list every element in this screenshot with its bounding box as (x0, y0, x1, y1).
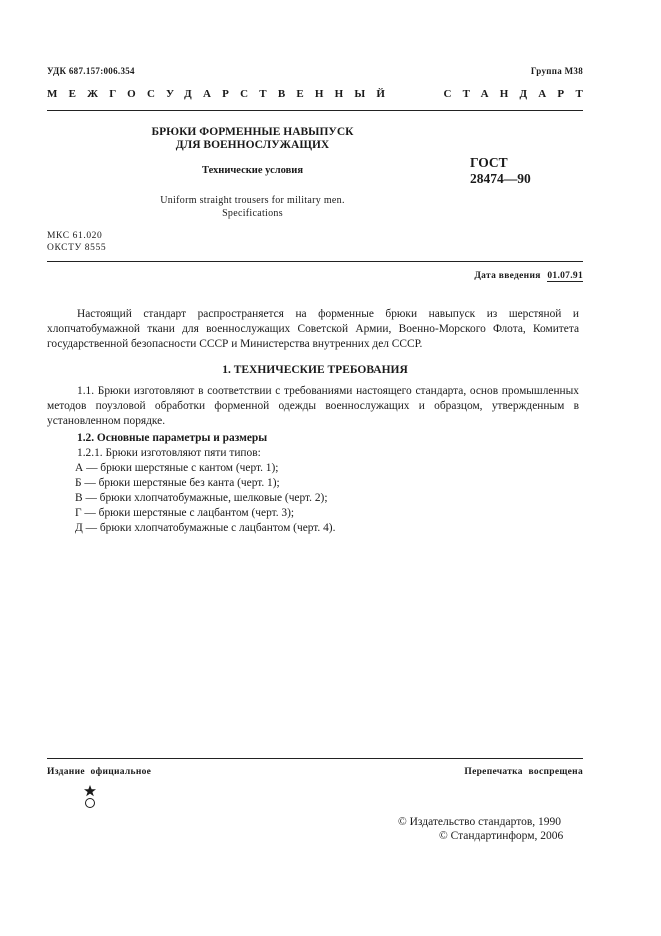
paragraph-1-2-1: 1.2.1. Брюки изготовляют пяти типов: (77, 447, 261, 459)
copyright-line-1: © Издательство стандартов, 1990 (398, 816, 562, 828)
gost-designation (470, 155, 531, 187)
title-line-2: ДЛЯ ВОЕННОСЛУЖАЩИХ (175, 139, 330, 151)
document-title (130, 126, 375, 152)
gost-number: 28474—90 (470, 171, 531, 186)
paragraph-1-2-heading: 1.2. Основные параметры и размеры (77, 432, 268, 444)
header-rule (47, 110, 583, 111)
introduction-date (474, 271, 583, 281)
okstu-code: ОКСТУ 8555 (47, 243, 107, 253)
list-item: В — брюки хлопчатобумажные, шелковые (черт. 2); (75, 492, 328, 504)
list-item: Г — брюки шерстяные с лацбантом (черт. 3); (75, 507, 295, 519)
section-1-heading: 1. ТЕХНИЧЕСКИЕ ТРЕБОВАНИЯ (222, 364, 408, 376)
gost-label: ГОСТ (470, 155, 508, 170)
english-title (120, 194, 385, 220)
list-item: А — брюки шерстяные с кантом (черт. 1); (75, 462, 279, 474)
udk-code: УДК 687.157:006.354 (47, 66, 135, 76)
banner-word-1: МЕЖГОСУДАРСТВЕННЫЙ (47, 88, 397, 100)
list-item: Б — брюки шерстяные без канта (черт. 1); (75, 477, 280, 489)
intro-date-label: Дата введения (474, 271, 541, 281)
footer-rule (47, 758, 583, 759)
english-title-line-2: Specifications (222, 208, 283, 219)
reprint-prohibited: Перепечатка воспрещена (464, 767, 583, 777)
copyright-block (398, 816, 563, 843)
list-item: Д — брюки хлопчатобумажные с лацбантом (черт. 4). (75, 522, 336, 534)
standard-banner (47, 88, 594, 100)
copyright-line-2: © Стандартинформ, 2006 (439, 829, 564, 842)
mks-code: МКС 61.020 (47, 231, 103, 241)
intro-paragraph: Настоящий стандарт распространяется на форменные брюки навыпуск из шерстяной и хлопчатобумажной ткани для военнослужащих Советской Армии, Военно-Морского Флота, Комитета государственной безопасности СССР и Министерства внутренних дел СССР. (47, 308, 579, 350)
title-line-1: БРЮКИ ФОРМЕННЫЕ НАВЫПУСК (151, 126, 354, 138)
codes-rule (47, 261, 583, 262)
paragraph-1-1: 1.1. Брюки изготовляют в соответствии с требованиями настоящего стандарта, основ промышленных методов поузловой обработки форменной одежды военнослужащих и образцом, утвержденным в установленном порядке. (47, 385, 579, 427)
classification-codes (47, 230, 106, 254)
subtitle: Технические условия (201, 165, 304, 176)
official-edition: Издание официальное (47, 767, 152, 777)
types-list (75, 461, 335, 536)
star-circle-icon (83, 784, 97, 810)
english-title-line-1: Uniform straight trousers for military men. (160, 195, 345, 206)
banner-word-2: СТАНДАРТ (443, 88, 594, 100)
group-code: Группа М38 (530, 66, 583, 76)
intro-date-value: 01.07.91 (547, 271, 583, 281)
